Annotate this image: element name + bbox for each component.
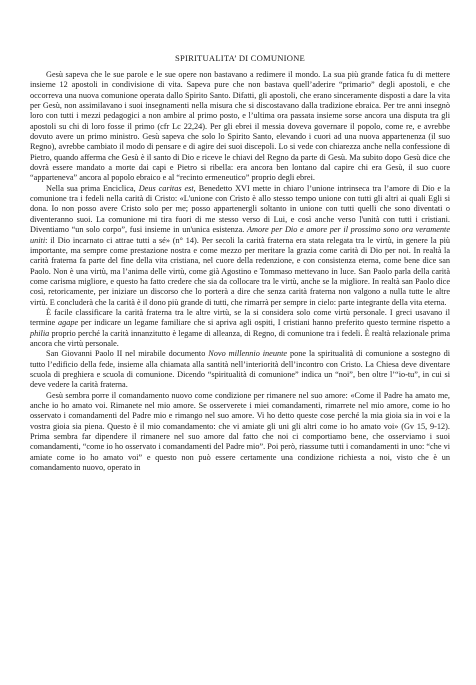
paragraph — [30, 391, 450, 474]
paragraph-text: pone la spiritualità di comunione a sostegno di tutto l’edificio della fede, insieme alla chiamata alla santità nell’interiorità dell’incontro con Cristo. La Chiesa deve diventare scuola di preghiera e scuola di comunione. Dicendo “spiritualità di comunione” indica un “noi”, ben oltre l’“io-tu”, in cui si deve vedere la carità fraterna. — [30, 349, 450, 390]
paragraph — [30, 308, 450, 349]
paragraph-text: Gesù sembra porre il comandamento nuovo come condizione per rimanere nel suo amore: «Come il Padre ha amato me, anche io ho amato voi. Rimanete nel mio amore. Se osserverete i miei comandamenti, rimarrete nel mio amore, come io ho osservato i comandamenti del Padre mio e rimango nel suo amore. Vi ho detto queste cose perché la mia gioia sia in voi e la vostra gioia sia piena. Questo è il mio comandamento: che vi amiate gli uni gli altri come io ho amato voi» (Gv 15, 9-12). Prima sembra far dipendere il rimanere nel suo amore dal fatto che noi ci comportiamo bene, che osserviamo i suoi comandamenti, “come io ho osservato i comandamenti del Padre mio”. Poi però, riassume tutti i comandamenti in uno: “che vi amiate come io ho amato voi” e questo non può essere certamente una condizione richiesta a noi, visto che è un comandamento nuovo, operato in — [30, 390, 450, 473]
document-title: SPIRITUALITA’ DI COMUNIONE — [175, 53, 305, 63]
paragraph-text: : il Dio incarnato ci attrae tutti a sé» (n° 14). Per secoli la carità fraterna era stata relegata tra le virtù, in genere la più importante, ma sempre come prestazione nostra e come mezzo per meritare la grazia come carità di Dio per noi. In realtà la carità fraterna fa parte del fine della vita cristiana, nel cuore della redenzione, e con consistenza eterna, come bene dice san Paolo. Non è una virtù, ma l’anima delle virtù, come già Agostino e Tommaso mettevano in luce. San Paolo parla della carità come carisma migliore, e questo ha fatto credere che sia da collocare tra le virtù, anche se la migliore. In realtà san Paolo dice così, retoricamente, per iniziare un discorso che lo porterà a dire che senza carità fraterna non valgono a nulla tutte le altre virtù. E concluderà che la carità è il dono più grande di tutti, che rimarrà per sempre in cielo: parte integrante della vita eterna. — [30, 235, 450, 307]
document-body — [30, 70, 450, 473]
paragraph — [30, 70, 450, 184]
paragraph-text: , Benedetto XVI mette in chiaro l’unione intrinseca tra l’amore di Dio e la comunione tra i fedeli nella carità di Cristo: «L'unione con Cristo è allo stesso tempo unione con tutti gli altri ai quali Egli si dona. Io non posso avere Cristo solo per me; posso appartenergli soltanto in unione con tutti quelli che sono diventati o diventeranno suoi. La comunione mi tira fuori di me stesso verso di Lui, e così anche verso l'unità con tutti i cristiani. Diventiamo “un solo corpo”, fusi insieme in un'unica esistenza. — [30, 183, 450, 235]
paragraph-text: San Giovanni Paolo II nel mirabile documento — [46, 349, 209, 359]
italic-text: agape — [57, 318, 79, 328]
italic-text: Amore per Dio e amore per il prossimo sono ora veramente uniti — [30, 225, 450, 245]
paragraph — [30, 349, 450, 390]
paragraph-text: È facile classificare la carità fraterna tra le altre virtù, se la si considera solo come virtù personale. I greci usavano il termine — [30, 307, 450, 328]
paragraph-text: Gesù sapeva che le sue parole e le sue opere non bastavano a redimere il mondo. La sua più grande fatica fu di mettere insieme 12 apostoli in condivisione di vita. Sapeva pure che non bastava quell’aderire “primario” degli apostoli, e che occorreva una nuova comunione operata dallo Spirito Santo. Difatti, gli apostoli, che erano sinceramente disposti a dare la vita per Gesù, non assimilavano i suoi insegnamenti nella misura che si discostavano dalla tradizione ebraica. Per tre anni insegnò loro con tutti i mezzi pedagogici a non ambire al primo posto, e l’ultima ora passata insieme sorse ancora una disputa tra gli apostoli su chi di loro fosse il primo (cfr Lc 22,24). Per gli ebrei il messia doveva governare il popolo, come re, e avrebbe dovuto avere un primo ministro. Gesù sapeva che solo lo Spirito Santo, elevando i cuori ad una nuova appartenenza (il suo Regno), avrebbe cambiato il modo di pensare e di agire dei suoi discepoli. Lo si vede con chiarezza anche nella confessione di Pietro, quando afferma che Gesù è il santo di Dio e riceve le chiavi del Regno da parte di Gesù. Ma subito dopo Gesù dice che dovrà essere mandato a morte dai capi e Pietro si ribella: era ancora ben lontano dal capire chi era Gesù, il suo cuore “apparteneva” ancora al popolo ebraico e al “recinto ermeneutico” proprio degli ebrei. — [30, 70, 450, 183]
italic-text: Deus caritas est — [138, 183, 194, 193]
italic-text: Novo millennio ineunte — [208, 349, 288, 359]
paragraph-text: proprio perché la carità innanzitutto è legame di alleanza, di Regno, di comunione tra i fedeli. È realtà relazionale prima ancora che virtù personale. — [30, 328, 450, 348]
italic-text: philia — [30, 328, 50, 338]
paragraph — [30, 184, 450, 308]
paragraph-text: Nella sua prima Enciclica, — [46, 183, 139, 193]
paragraph-text: per indicare un legame familiare che si apriva agli ospiti, I cristiani hanno preferito questo termine rispetto a — [78, 318, 450, 328]
